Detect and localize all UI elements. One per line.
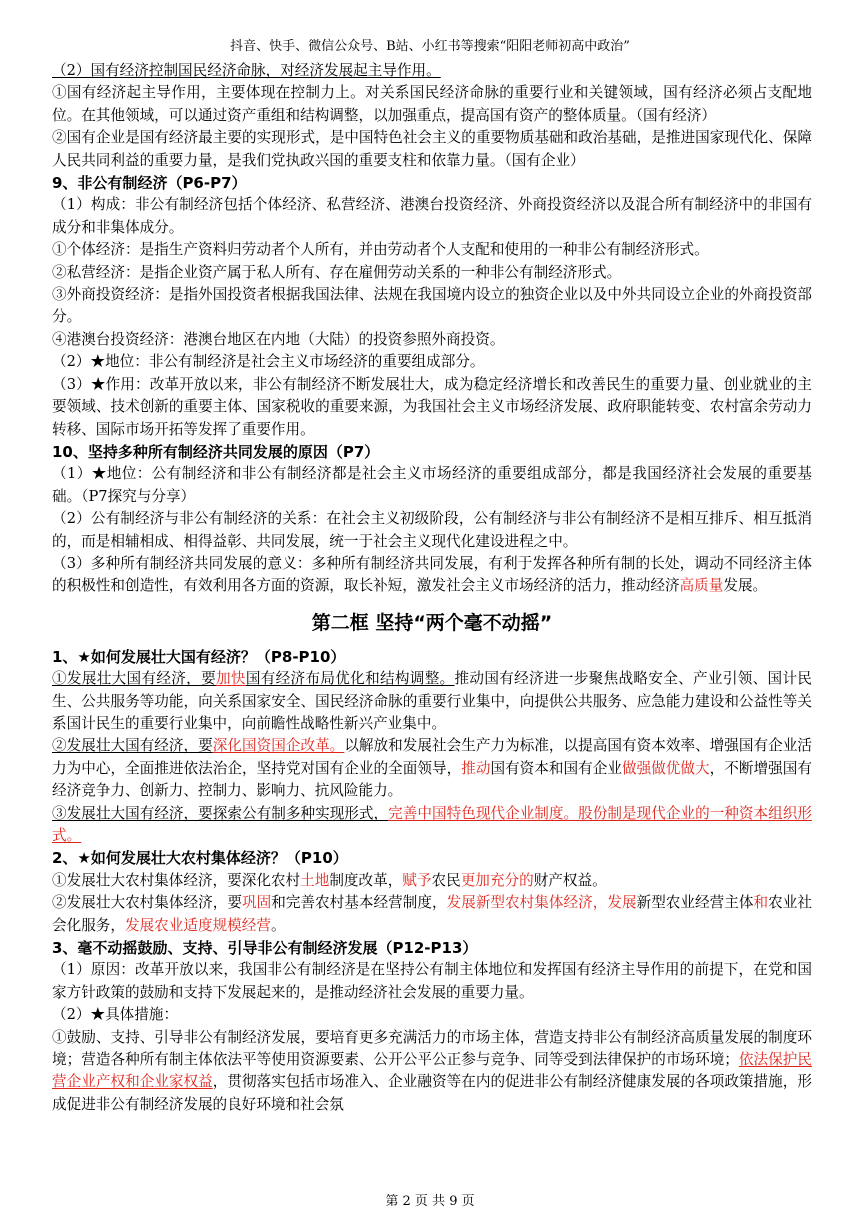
text-segment: （2）国有经济控制国民经济命脉，对经济发展起主导作用。: [52, 62, 441, 79]
paragraph: [52, 1027, 812, 1117]
highlighted-text: 更加充分的: [460, 871, 534, 889]
text-segment: 国有经济布局优化和结构调整。: [245, 670, 455, 688]
text-segment: 2、★如何发展壮大农村集体经济？（P10）: [52, 849, 348, 868]
text-segment: 新型农业经营主体: [636, 894, 754, 912]
highlighted-text: 巩固: [241, 894, 272, 912]
section-heading: [52, 441, 812, 463]
text-segment: 1、★如何发展壮大国有经济？（P8-P10）: [52, 647, 346, 666]
highlighted-text: 高质量: [679, 577, 724, 595]
paragraph: [52, 329, 812, 351]
text-segment: （3）★作用：改革开放以来，非公有制经济不断发展壮大，成为稳定经济增长和改善民生的重要力量、创业就业的主要领域、技术创新的重要主体、国家税收的重要来源，为我国社会主义市场经济发展、政府职能转变、农村富余劳动力转移、国际市场开拓等发挥了重要作用。: [52, 375, 812, 438]
paragraph: [52, 959, 812, 1004]
highlighted-text: 赋予: [402, 871, 432, 889]
page-header: 抖音、快手、微信公众号、B站、小红书等搜索“阳阳老师初高中政治”: [230, 39, 630, 54]
paragraph: [52, 262, 812, 284]
paragraph: [52, 803, 812, 848]
section-heading: [52, 937, 812, 959]
text-segment: （2）★具体措施：: [52, 1006, 179, 1024]
text-segment: ①个体经济：是指生产资料归劳动者个人所有，并由劳动者个人支配和使用的一种非公有制经济形式。: [52, 241, 709, 259]
paragraph: [52, 194, 812, 239]
text-segment: 3、毫不动摇鼓励、支持、引导非公有制经济发展（P12-P13）: [52, 939, 478, 958]
text-segment: （1）原因：改革开放以来，我国非公有制经济是在坚持公有制主体地位和发挥国有经济主导作用的前提下，在党和国家方针政策的鼓励和支持下发展起来的，是推动经济社会发展的重要力量。: [52, 961, 812, 1001]
text-segment: 国有资本和国有企业: [490, 759, 622, 777]
highlighted-text: 推动: [461, 759, 491, 777]
paragraph: [52, 374, 812, 441]
text-segment: （2）★地位：非公有制经济是社会主义市场经济的重要组成部分。: [52, 353, 485, 371]
highlighted-text: 土地: [300, 871, 330, 889]
text-segment: ，贯彻落实包括市场准入、企业融资等在内的促进非公有制经济健康发展的各项政策措施，形成促进非公有制经济发展的良好环境和社会氛: [52, 1073, 812, 1113]
text-segment: （2）公有制经济与非公有制经济的关系：在社会主义初级阶段，公有制经济与非公有制经济不是相互排斥、相互抵消的，而是相辅相成、相得益彰、共同发展，统一于社会主义现代化建设进程之中。: [52, 510, 812, 550]
highlighted-text: 发展新型农村集体经济，发展: [446, 894, 637, 912]
text-segment: 财产权益。: [533, 871, 607, 889]
text-segment: ①鼓励、支持、引导非公有制经济发展，要培育更多充满活力的市场主体，营造支持非公有制经济高质量发展的制度环境；营造各种所有制主体依法平等使用资源要素、公开公平公正参与竞争、同等受到法律保护的市场环境；: [52, 1028, 812, 1069]
paragraph: [52, 284, 812, 329]
text-segment: （1）构成：非公有制经济包括个体经济、私营经济、港澳台投资经济、外商投资经济以及混合所有制经济中的非国有成分和非集体成分。: [52, 196, 812, 236]
paragraph: [52, 127, 812, 172]
text-segment: （1）★地位：公有制经济和非公有制经济都是社会主义市场经济的重要组成部分，都是我国经济社会发展的重要基础。（P7探究与分享）: [52, 465, 812, 505]
paragraph: [52, 1004, 812, 1026]
paragraph: [52, 870, 812, 892]
paragraph: [52, 892, 812, 937]
text-segment: 第二框 坚持“两个毫不动摇”: [311, 611, 553, 634]
text-segment: 推动国有经济进一步聚焦战略安全、产业引领、国计民生、公共服务等功能，向关系国家安全、国民经济命脉的重要行业集中，向提供公共服务、应急能力建设和公益性等关系国计民生的重要行业集中，向前瞻性战略性新兴产业集中。: [52, 670, 812, 732]
text-segment: 以解放和发展社会生产力为标准，以提高国有资本效率、增强国有企业活力为中心，全面推进依法治企，坚持党对国有企业的全面领导，: [52, 737, 812, 777]
paragraph: [52, 508, 812, 553]
highlighted-text: 做强做优做大: [621, 759, 710, 777]
text-segment: ②国有企业是国有经济最主要的实现形式，是中国特色社会主义的重要物质基础和政治基础，是推进国家现代化、保障人民共同利益的重要力量，是我们党执政兴国的重要支柱和依靠力量。（国有企业）: [52, 129, 812, 169]
page-footer: 第 2 页 共 9 页: [385, 1194, 475, 1209]
section-heading: [52, 172, 812, 194]
section-heading: [52, 646, 812, 668]
paragraph: [52, 553, 812, 598]
paragraph: [52, 82, 812, 127]
text-segment: 9、非公有制经济（P6-P7）: [52, 174, 247, 193]
highlighted-text: 完善中国特色现代企业制度。股份制是现代企业的一种资本组织形式。: [52, 804, 812, 844]
text-segment: ，不断增强国有经济竞争力、创新力、控制力、影响力、抗风险能力。: [52, 759, 812, 800]
document-body: [52, 60, 812, 1116]
text-segment: 。: [270, 916, 286, 934]
text-segment: ④港澳台投资经济：港澳台地区在内地（大陆）的投资参照外商投资。: [52, 330, 505, 348]
text-segment: ③发展壮大国有经济，要探索公有制多种实现形式，: [52, 804, 389, 822]
highlighted-text: 加快: [215, 670, 246, 688]
paragraph: [52, 239, 812, 261]
text-segment: ①发展壮大国有经济，要: [52, 670, 216, 688]
highlighted-text: 发展农业适度规模经营: [124, 916, 271, 934]
paragraph: [52, 463, 812, 508]
paragraph: [52, 735, 812, 802]
text-segment: ①国有经济起主导作用，主要体现在控制力上。对关系国民经济命脉的重要行业和关键领域，国有经济必须占支配地位。在其他领域，可以通过资产重组和结构调整，以加强重点，提高国有资产的整体质量。（国有经济）: [52, 84, 812, 124]
text-segment: ②发展壮大国有经济，要: [52, 737, 213, 755]
text-segment: 农民: [431, 871, 461, 889]
section-heading: [52, 847, 812, 869]
text-segment: 制度改革，: [329, 871, 403, 889]
frame-title: [52, 608, 812, 638]
highlighted-text: 深化国资国企改革。: [212, 737, 345, 755]
text-segment: 发展。: [723, 577, 768, 595]
paragraph: [52, 351, 812, 373]
paragraph: [52, 60, 812, 82]
text-segment: 和完善农村基本经营制度，: [271, 894, 447, 912]
text-segment: 农业社会化服务，: [52, 894, 812, 934]
highlighted-text: 依法保护民营企业产权和企业家权益: [52, 1051, 812, 1091]
paragraph: [52, 668, 812, 735]
text-segment: 10、坚持多种所有制经济共同发展的原因（P7）: [52, 442, 380, 461]
highlighted-text: 和: [753, 894, 769, 912]
text-segment: ③外商投资经济：是指外国投资者根据我国法律、法规在我国境内设立的独资企业以及中外共同设立企业的外商投资部分。: [52, 286, 812, 326]
text-segment: ①发展壮大农村集体经济，要深化农村: [52, 871, 301, 889]
text-segment: （3）多种所有制经济共同发展的意义：多种所有制经济共同发展，有利于发挥各种所有制的长处，调动不同经济主体的积极性和创造性，有效利用各方面的资源，取长补短，激发社会主义市场经济的活力，推动经济: [52, 554, 812, 595]
text-segment: ②私营经济：是指企业资产属于私人所有、存在雇佣劳动关系的一种非公有制经济形式。: [52, 263, 622, 281]
text-segment: ②发展壮大农村集体经济，要: [52, 894, 242, 912]
